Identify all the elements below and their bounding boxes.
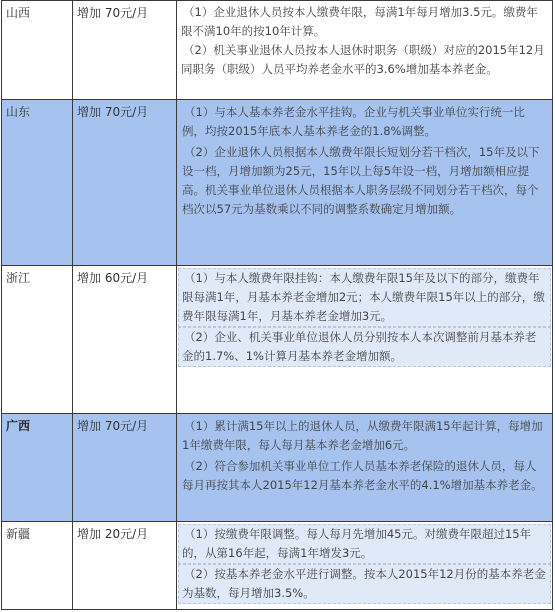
policy-cell bbox=[177, 522, 553, 610]
policy-cell bbox=[177, 100, 553, 266]
policy-item: （1）按缴费年限调整。每人每月先增加45元。对缴费年限超过15年的，从第16年起，每满1年增发3元。 bbox=[178, 524, 551, 564]
amount-cell: 增加 20元/月 bbox=[73, 522, 177, 610]
pension-adjustment-table bbox=[1, 0, 553, 610]
province-cell: 广西 bbox=[2, 414, 73, 522]
table-row-shanxi bbox=[2, 1, 553, 100]
policy-item: （1）与本人基本养老金水平挂钩。企业与机关事业单位实行统一比例，均按2015年底本人基本养老金的1.8%调整。 bbox=[178, 102, 551, 142]
province-cell: 山西 bbox=[2, 1, 73, 100]
amount-cell: 增加 70元/月 bbox=[73, 414, 177, 522]
table-row-xinjiang bbox=[2, 522, 553, 610]
policy-cell bbox=[177, 266, 553, 414]
policy-cell bbox=[177, 414, 553, 522]
province-cell: 浙江 bbox=[2, 266, 73, 414]
policy-cell bbox=[177, 1, 553, 100]
policy-item: （2）按基本养老金水平进行调整。按本人2015年12月份的基本养老金为基数，每月增加3.5%。 bbox=[178, 564, 551, 604]
table-row-shandong bbox=[2, 100, 553, 266]
amount-cell: 增加 70元/月 bbox=[73, 100, 177, 266]
amount-cell: 增加 70元/月 bbox=[73, 1, 177, 100]
policy-item: （2）企业退休人员根据本人缴费年限长短划分若干档次，15年及以下设一档，月增加额为25元，15年以上每5年设一档，月增加额相应提高。机关事业单位退休人员根据本人职务层级不同划分若干档次，每个档次以57元为基数乘以不同的调整系数确定月增加额。 bbox=[178, 142, 551, 220]
table-row-guangxi bbox=[2, 414, 553, 522]
table-row-zhejiang bbox=[2, 266, 553, 414]
province-cell: 山东 bbox=[2, 100, 73, 266]
policy-item: （1）累计满15年以上的退休人员，从缴费年限满15年起计算，每增加1年缴费年限，每人每月基本养老金增加6元。 bbox=[178, 416, 551, 456]
policy-item: （2）企业、机关事业单位退休人员分别按本人本次调整前月基本养老金的1.7%、1%计算月基本养老金增加额。 bbox=[178, 327, 551, 367]
policy-item: （1）与本人缴费年限挂钩：本人缴费年限15年及以下的部分，缴费年限每满1年，月基本养老金增加2元；本人缴费年限15年以上的部分，缴费年限每满1年，月基本养老金增加3元。 bbox=[178, 268, 551, 327]
policy-item: （1）企业退休人员按本人缴费年限，每满1年每月增加3.5元。缴费年限不满10年的按10年计算。 bbox=[181, 5, 538, 38]
amount-cell: 增加 60元/月 bbox=[73, 266, 177, 414]
policy-item: （2）机关事业退休人员按本人退休时职务（职级）对应的2015年12月同职务（职级）人员平均养老金水平的3.6%增加基本养老金。 bbox=[181, 43, 545, 76]
policy-item: （2）符合参加机关事业单位工作人员基本养老保险的退休人员，每人每月再按其本人2015年12月基本养老金水平的4.1%增加基本养老金。 bbox=[178, 456, 551, 496]
province-cell: 新疆 bbox=[2, 522, 73, 610]
